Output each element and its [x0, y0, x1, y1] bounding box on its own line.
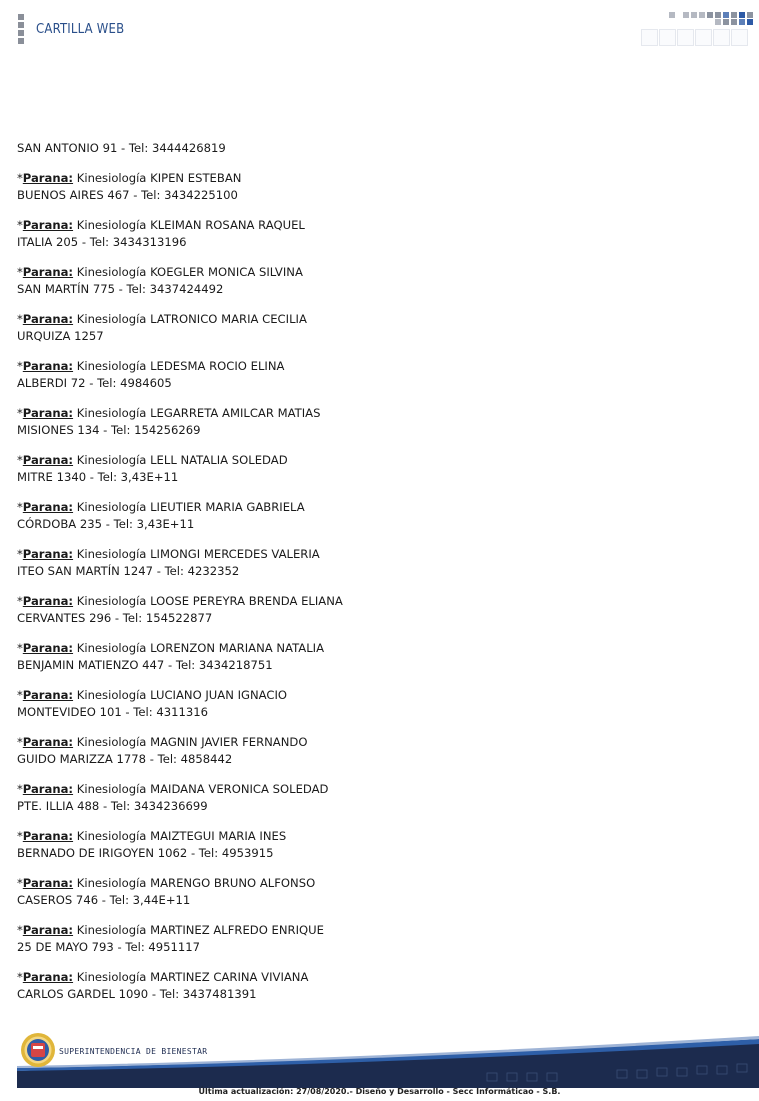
city-label: Parana:	[22, 641, 74, 655]
provider-name-line: *Parana: Kinesiología LIEUTIER MARIA GABRIELA	[17, 500, 305, 514]
provider-name: Kinesiología LORENZON MARIANA NATALIA	[76, 641, 324, 655]
page-footer	[17, 1030, 759, 1088]
provider-address: MISIONES 134 - Tel: 154256269	[17, 423, 201, 437]
provider-name-line: *Parana: Kinesiología LOOSE PEREYRA BRENDA ELIANA	[17, 594, 343, 608]
provider-address: GUIDO MARIZZA 1778 - Tel: 4858442	[17, 752, 233, 766]
provider-name-line: *Parana: Kinesiología LEGARRETA AMILCAR MATIAS	[17, 406, 321, 420]
city-label: Parana:	[22, 782, 74, 796]
provider-name: Kinesiología MARTINEZ ALFREDO ENRIQUE	[76, 923, 324, 937]
provider-entry	[17, 687, 577, 721]
provider-entry	[17, 358, 577, 392]
city-label: Parana:	[22, 594, 74, 608]
city-label: Parana:	[22, 453, 74, 467]
provider-address: MITRE 1340 - Tel: 3,43E+11	[17, 470, 179, 484]
provider-name: Kinesiología LELL NATALIA SOLEDAD	[76, 453, 288, 467]
institution-seal-icon	[20, 1032, 56, 1068]
provider-entry	[17, 828, 577, 862]
provider-address: ITEO SAN MARTÍN 1247 - Tel: 4232352	[17, 564, 240, 578]
provider-name: Kinesiología LIEUTIER MARIA GABRIELA	[76, 500, 305, 514]
provider-address: MONTEVIDEO 101 - Tel: 4311316	[17, 705, 208, 719]
city-label: Parana:	[22, 312, 74, 326]
provider-listing	[17, 140, 577, 1016]
provider-entry	[17, 922, 577, 956]
provider-name-line: *Parana: Kinesiología MARENGO BRUNO ALFONSO	[17, 876, 316, 890]
provider-name: Kinesiología KLEIMAN ROSANA RAQUEL	[76, 218, 305, 232]
city-label: Parana:	[22, 923, 74, 937]
city-label: Parana:	[22, 970, 74, 984]
city-label: Parana:	[22, 547, 74, 561]
page-header	[0, 0, 759, 60]
provider-name-line: *Parana: Kinesiología LEDESMA ROCIO ELINA	[17, 359, 285, 373]
provider-address: CERVANTES 296 - Tel: 154522877	[17, 611, 213, 625]
city-label: Parana:	[22, 688, 74, 702]
footer-wave-banner	[17, 1030, 759, 1088]
provider-name-line: *Parana: Kinesiología LORENZON MARIANA NATALIA	[17, 641, 324, 655]
city-label: Parana:	[22, 359, 74, 373]
provider-name: Kinesiología MAIZTEGUI MARIA INES	[76, 829, 287, 843]
provider-name: Kinesiología KIPEN ESTEBAN	[76, 171, 242, 185]
provider-entry	[17, 969, 577, 1003]
provider-entry	[17, 405, 577, 439]
provider-name-line: *Parana: Kinesiología KOEGLER MONICA SILVINA	[17, 265, 303, 279]
provider-address: PTE. ILLIA 488 - Tel: 3434236699	[17, 799, 208, 813]
city-label: Parana:	[22, 265, 74, 279]
provider-entry	[17, 170, 577, 204]
provider-name: Kinesiología LATRONICO MARIA CECILIA	[76, 312, 307, 326]
provider-address: BUENOS AIRES 467 - Tel: 3434225100	[17, 188, 238, 202]
provider-entry	[17, 452, 577, 486]
city-label: Parana:	[22, 171, 74, 185]
city-label: Parana:	[22, 218, 74, 232]
provider-entry	[17, 217, 577, 251]
provider-address: 25 DE MAYO 793 - Tel: 4951117	[17, 940, 201, 954]
provider-entry	[17, 593, 577, 627]
provider-address: ALBERDI 72 - Tel: 4984605	[17, 376, 172, 390]
provider-entry	[17, 875, 577, 909]
provider-name: Kinesiología MARTINEZ CARINA VIVIANA	[76, 970, 309, 984]
pixel-pattern-logo-icon	[641, 12, 753, 48]
provider-name: Kinesiología KOEGLER MONICA SILVINA	[76, 265, 303, 279]
provider-address: URQUIZA 1257	[17, 329, 104, 343]
provider-name-line: *Parana: Kinesiología LELL NATALIA SOLEDAD	[17, 453, 288, 467]
city-label: Parana:	[22, 829, 74, 843]
city-label: Parana:	[22, 406, 74, 420]
provider-name-line: *Parana: Kinesiología KLEIMAN ROSANA RAQUEL	[17, 218, 305, 232]
provider-name-line: *Parana: Kinesiología MAIZTEGUI MARIA INES	[17, 829, 287, 843]
provider-address: CASEROS 746 - Tel: 3,44E+11	[17, 893, 191, 907]
provider-name-line: *Parana: Kinesiología LATRONICO MARIA CECILIA	[17, 312, 307, 326]
provider-name: Kinesiología MAIDANA VERONICA SOLEDAD	[76, 782, 329, 796]
provider-name: Kinesiología LEDESMA ROCIO ELINA	[76, 359, 285, 373]
provider-entry	[17, 499, 577, 533]
provider-name-line: *Parana: Kinesiología MARTINEZ ALFREDO ENRIQUE	[17, 923, 324, 937]
provider-entry	[17, 546, 577, 580]
continued-address: SAN ANTONIO 91 - Tel: 3444426819	[17, 141, 226, 155]
city-label: Parana:	[22, 876, 74, 890]
provider-address: BERNADO DE IRIGOYEN 1062 - Tel: 4953915	[17, 846, 274, 860]
provider-name-line: *Parana: Kinesiología KIPEN ESTEBAN	[17, 171, 242, 185]
provider-name-line: *Parana: Kinesiología MAGNIN JAVIER FERNANDO	[17, 735, 308, 749]
provider-name: Kinesiología LOOSE PEREYRA BRENDA ELIANA	[76, 594, 343, 608]
provider-name: Kinesiología MARENGO BRUNO ALFONSO	[76, 876, 316, 890]
provider-entry	[17, 734, 577, 768]
page-title: CARTILLA WEB	[36, 22, 125, 37]
provider-entry	[17, 311, 577, 345]
provider-name: Kinesiología LUCIANO JUAN IGNACIO	[76, 688, 288, 702]
provider-name-line: *Parana: Kinesiología LIMONGI MERCEDES VALERIA	[17, 547, 320, 561]
provider-entry	[17, 781, 577, 815]
city-label: Parana:	[22, 735, 74, 749]
entry-list	[17, 170, 577, 1003]
provider-address: BENJAMIN MATIENZO 447 - Tel: 3434218751	[17, 658, 273, 672]
provider-name-line: *Parana: Kinesiología MAIDANA VERONICA SOLEDAD	[17, 782, 329, 796]
provider-name: Kinesiología LEGARRETA AMILCAR MATIAS	[76, 406, 321, 420]
provider-name: Kinesiología MAGNIN JAVIER FERNANDO	[76, 735, 308, 749]
provider-address: CARLOS GARDEL 1090 - Tel: 3437481391	[17, 987, 257, 1001]
brand-bar-icon	[18, 14, 24, 46]
city-label: Parana:	[22, 500, 74, 514]
provider-name: Kinesiología LIMONGI MERCEDES VALERIA	[76, 547, 320, 561]
provider-address: CÓRDOBA 235 - Tel: 3,43E+11	[17, 517, 195, 531]
provider-entry	[17, 640, 577, 674]
footer-update-note: Última actualización: 27/08/2020.- Diseño y Desarrollo - Secc Informáticao - S.B.	[198, 1087, 561, 1096]
provider-name-line: *Parana: Kinesiología MARTINEZ CARINA VIVIANA	[17, 970, 309, 984]
provider-address: ITALIA 205 - Tel: 3434313196	[17, 235, 187, 249]
provider-name-line: *Parana: Kinesiología LUCIANO JUAN IGNACIO	[17, 688, 288, 702]
organization-name: SUPERINTENDENCIA DE BIENESTAR	[59, 1047, 208, 1056]
provider-address: SAN MARTÍN 775 - Tel: 3437424492	[17, 282, 224, 296]
provider-entry	[17, 264, 577, 298]
